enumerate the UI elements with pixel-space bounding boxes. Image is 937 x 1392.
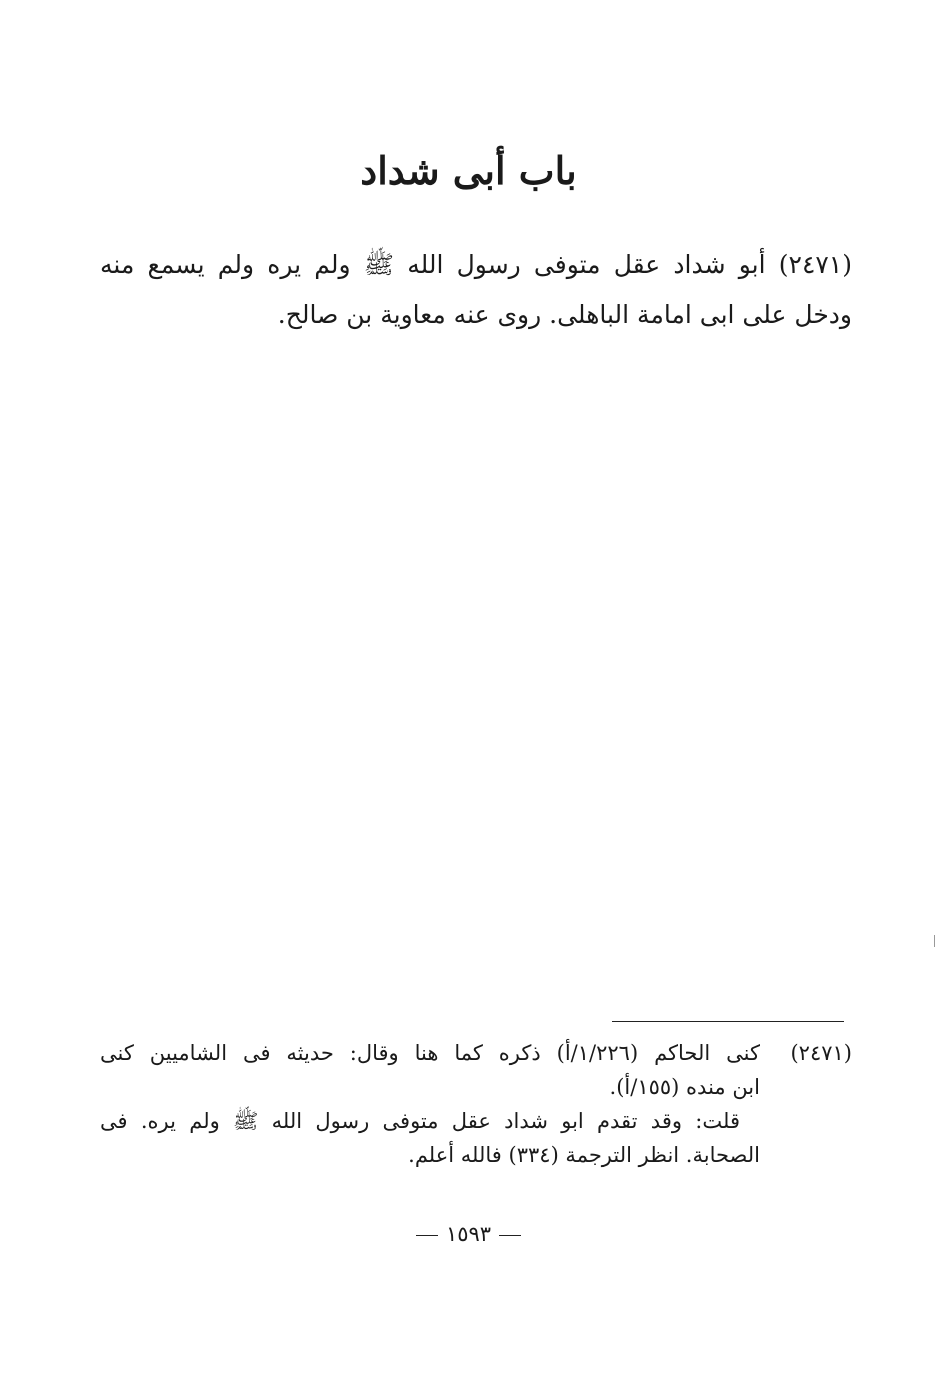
footnote-1 <box>100 1036 852 1104</box>
page-number <box>0 1222 937 1246</box>
footnote-1-line-1: كنى الحاكم (١/٢٢٦/أ) ذكره كما هنا وقال: حديثه فى الشاميين كنى <box>100 1041 760 1065</box>
biography-entry <box>100 240 852 340</box>
footnote-separator <box>612 1021 844 1022</box>
footnote-2-line-1: قلت: وقد تقدم ابو شداد عقل متوفى رسول الله ﷺ ولم يره. فى <box>100 1109 740 1133</box>
scan-speck <box>934 935 935 947</box>
entry-line-2: ودخل على ابى امامة الباهلى. روى عنه معاوية بن صالح. <box>277 300 852 329</box>
entry-line-1: (٢٤٧١) أبو شداد عقل متوفى رسول الله ﷺ ولم يره ولم يسمع منه <box>100 250 852 279</box>
page-number-dash-right <box>416 1235 438 1236</box>
footnotes <box>100 1036 852 1172</box>
footnote-number: (٢٤٧١) <box>790 1041 852 1065</box>
page-number-dash-left <box>499 1235 521 1236</box>
footnote-2-line-2: الصحابة. انظر الترجمة (٣٣٤) فالله أعلم. <box>408 1143 760 1167</box>
footnote-1-line-2: ابن منده (١٥٥/أ). <box>609 1075 760 1099</box>
chapter-heading: باب أبى شداد <box>360 148 577 193</box>
footnote-2 <box>100 1104 852 1172</box>
footnote-1-body <box>100 1036 760 1104</box>
page-number-value: ١٥٩٣ <box>445 1222 492 1246</box>
